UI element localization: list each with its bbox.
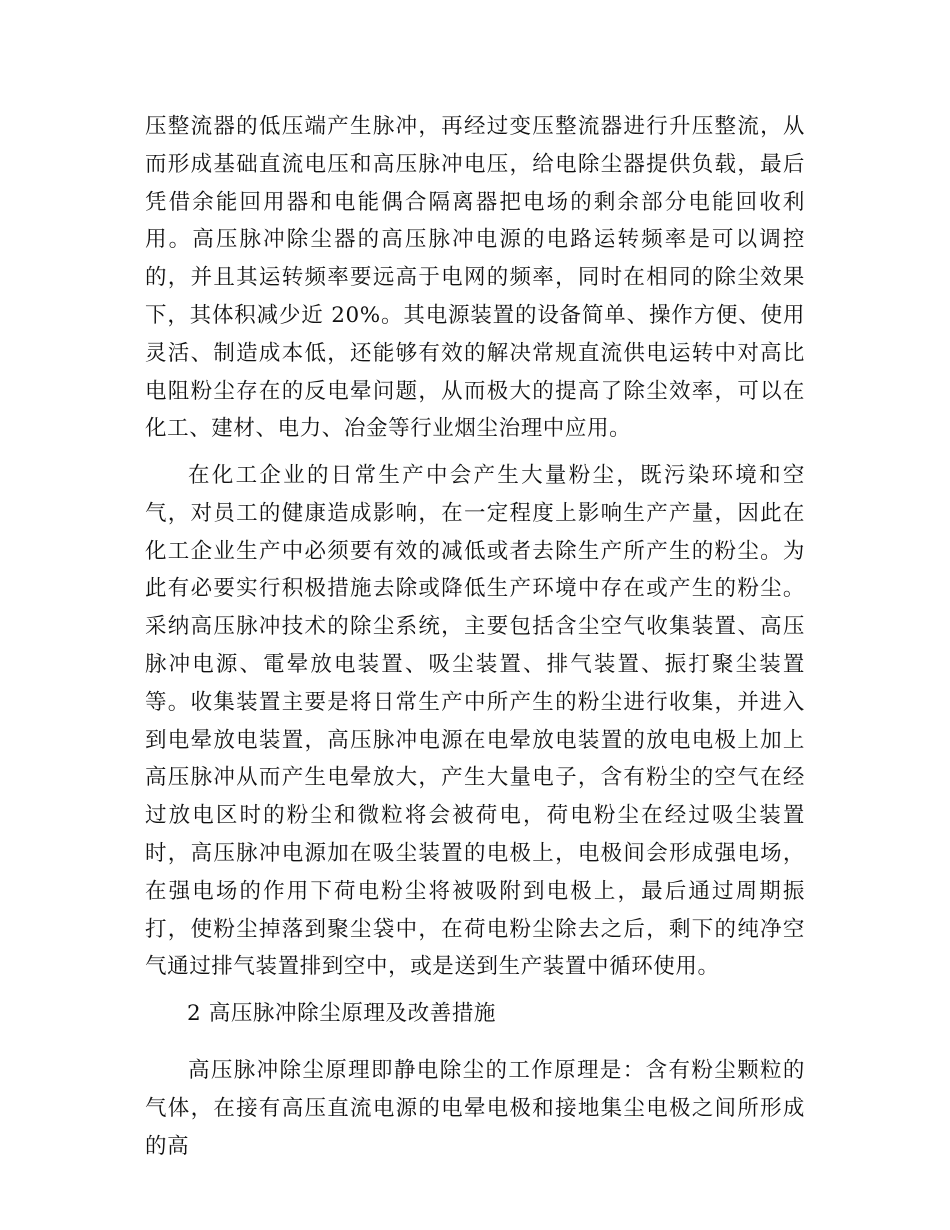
paragraph-dust-collection-system: 在化工企业的日常生产中会产生大量粉尘，既污染环境和空气，对员工的健康造成影响，在一定程度上影响生产产量，因此在化工企业生产中必须要有效的减低或者去除生产所产生的粉尘。为此有必要实行积极措施去除或降低生产环境中存在或产生的粉尘。采纳高压脉冲技术的除尘系统，主要包括含尘空气收集装置、高压脉冲电源、電晕放电装置、吸尘装置、排气装置、振打聚尘装置等。收集装置主要是将日常生产中所产生的粉尘进行收集，并进入到电晕放电装置，高压脉冲电源在电晕放电装置的放电电极上加上高压脉冲从而产生电晕放大，产生大量电子，含有粉尘的空气在经过放电区时的粉尘和微粒将会被荷电，荷电粉尘在经过吸尘装置时，高压脉冲电源加在吸尘装置的电极上，电极间会形成强电场，在强电场的作用下荷电粉尘将被吸附到电极上，最后通过周期振打，使粉尘掉落到聚尘袋中，在荷电粉尘除去之后，剩下的纯净空气通过排气装置排到空中，或是送到生产装置中循环使用。 xyxy=(145,463,805,980)
paragraph-principle: 高压脉冲除尘原理即静电除尘的工作原理是：含有粉尘颗粒的气体，在接有高压直流电源的电晕电极和接地集尘电极之间所形成的高 xyxy=(145,1058,805,1159)
paragraph-continuation: 压整流器的低压端产生脉冲，再经过变压整流器进行升压整流，从而形成基础直流电压和高压脉冲电压，给电除尘器提供负载，最后凭借余能回用器和电能偶合隔离器把电场的剩余部分电能回收利用。高压脉冲除尘器的高压脉冲电源的电路运转频率是可以调控的，并且其运转频率要远高于电网的频率，同时在相同的除尘效果下，其体积减少近 20%。其电源装置的设备简单、操作方便、使用灵活、制造成本低，还能够有效的解决常规直流供电运转中对高比电阻粉尘存在的反电晕问题，从而极大的提高了除尘效率，可以在化工、建材、电力、冶金等行业烟尘治理中应用。 xyxy=(145,114,805,442)
section-heading: 2 高压脉冲除尘原理及改善措施 xyxy=(187,1001,497,1026)
